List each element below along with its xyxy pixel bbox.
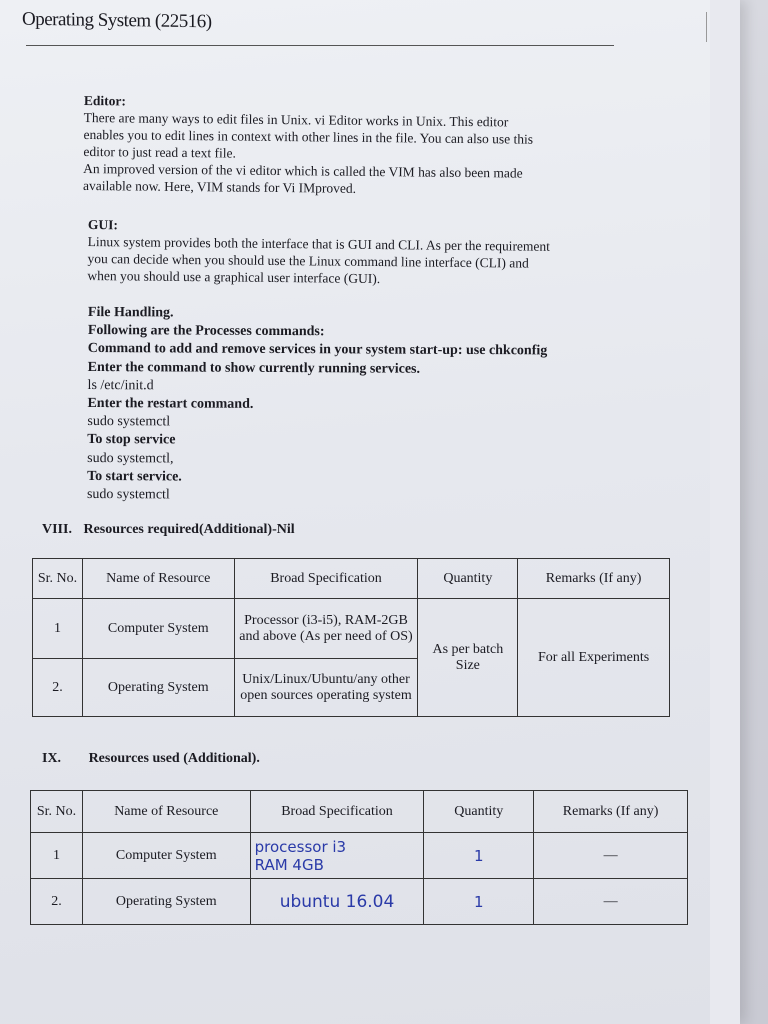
header-rule <box>26 45 614 46</box>
cell-quantity-handwritten: 1 <box>424 833 534 879</box>
file-handling-line: Following are the Processes commands: <box>87 323 325 340</box>
file-handling-line: Enter the restart command. <box>87 396 254 412</box>
table-row <box>33 599 670 659</box>
editor-line: An improved version of the vi editor which is called the VIM has also been made <box>83 160 523 181</box>
file-handling-command: sudo systemctl, <box>87 450 174 467</box>
page-edge <box>710 0 740 1024</box>
table-row <box>31 833 688 879</box>
header-name: Name of Resource <box>82 791 250 833</box>
cell-spec-handwritten: ubuntu 16.04 <box>250 879 424 925</box>
editor-section <box>83 92 644 200</box>
header-sr-no: Sr. No. <box>31 791 83 833</box>
header-remarks: Remarks (If any) <box>534 791 688 833</box>
section-number: IX. <box>42 751 62 766</box>
file-handling-command: sudo systemctl <box>87 414 171 430</box>
editor-line: editor to just read a text file. <box>83 143 237 161</box>
section-viii-heading <box>42 522 295 538</box>
editor-line: enables you to edit lines in context with other lines in the file. You can also use this <box>83 126 534 147</box>
header-quantity: Quantity <box>424 791 534 833</box>
section-title: Resources used (Additional). <box>88 751 260 766</box>
gui-heading: GUI: <box>87 216 118 233</box>
file-handling-command: sudo systemctl <box>86 487 170 503</box>
cell-sr: 2. <box>33 659 83 717</box>
cell-remarks: For all Experiments <box>518 599 670 717</box>
file-handling-line: Enter the command to show currently running services. <box>87 359 421 377</box>
file-handling-section <box>87 304 648 507</box>
gui-line: when you should use a graphical user interface (GUI). <box>87 267 381 287</box>
cell-name: Computer System <box>82 833 250 879</box>
resources-required-table <box>32 558 670 717</box>
cell-spec-handwritten <box>250 833 424 879</box>
editor-heading: Editor: <box>83 92 126 109</box>
table-header-row <box>31 791 688 833</box>
header-sr-no: Sr. No. <box>33 559 83 599</box>
section-ix-heading <box>42 751 260 767</box>
cell-sr: 1 <box>31 833 83 879</box>
gui-section <box>87 216 648 290</box>
file-handling-line: To start service. <box>87 468 182 485</box>
cell-quantity: As per batch Size <box>418 599 518 717</box>
handwritten-line: processor i3 <box>254 837 347 856</box>
cell-sr: 2. <box>31 879 83 925</box>
header-tick <box>706 12 707 42</box>
section-title: Resources required(Additional)-Nil <box>83 522 295 537</box>
table-row <box>31 879 688 925</box>
page-header-title: Operating System (22516) <box>22 8 212 33</box>
cell-remarks-handwritten: — <box>534 879 688 925</box>
cell-name: Operating System <box>82 879 250 925</box>
editor-line: There are many ways to edit files in Unix. vi Editor works in Unix. This editor <box>83 109 509 130</box>
file-handling-line: Command to add and remove services in your system start-up: use chkconfig <box>87 341 548 359</box>
cell-sr: 1 <box>33 599 83 659</box>
gui-line: you can decide when you should use the Linux command line interface (CLI) and <box>87 250 529 271</box>
header-spec: Broad Specification <box>250 791 424 833</box>
cell-spec: Unix/Linux/Ubuntu/any other open sources operating system <box>234 659 418 717</box>
resources-used-table <box>30 790 688 925</box>
cell-remarks-handwritten: — <box>534 833 688 879</box>
cell-spec: Processor (i3-i5), RAM-2GB and above (As per need of OS) <box>234 599 418 659</box>
header-quantity: Quantity <box>418 559 518 599</box>
file-handling-heading: File Handling. <box>87 305 174 321</box>
handwritten-line: RAM 4GB <box>254 855 324 874</box>
cell-name: Computer System <box>82 599 234 659</box>
header-remarks: Remarks (If any) <box>518 559 670 599</box>
table-header-row <box>33 559 670 599</box>
header-spec: Broad Specification <box>234 559 418 599</box>
editor-line: available now. Here, VIM stands for Vi IMproved. <box>82 177 357 196</box>
header-name: Name of Resource <box>82 559 234 599</box>
gui-line: Linux system provides both the interface that is GUI and CLI. As per the requirement <box>87 233 551 254</box>
section-number: VIII. <box>42 522 72 537</box>
cell-quantity-handwritten: 1 <box>424 879 534 925</box>
file-handling-command: ls /etc/init.d <box>87 377 154 394</box>
cell-name: Operating System <box>82 659 234 717</box>
file-handling-line: To stop service <box>87 432 176 448</box>
